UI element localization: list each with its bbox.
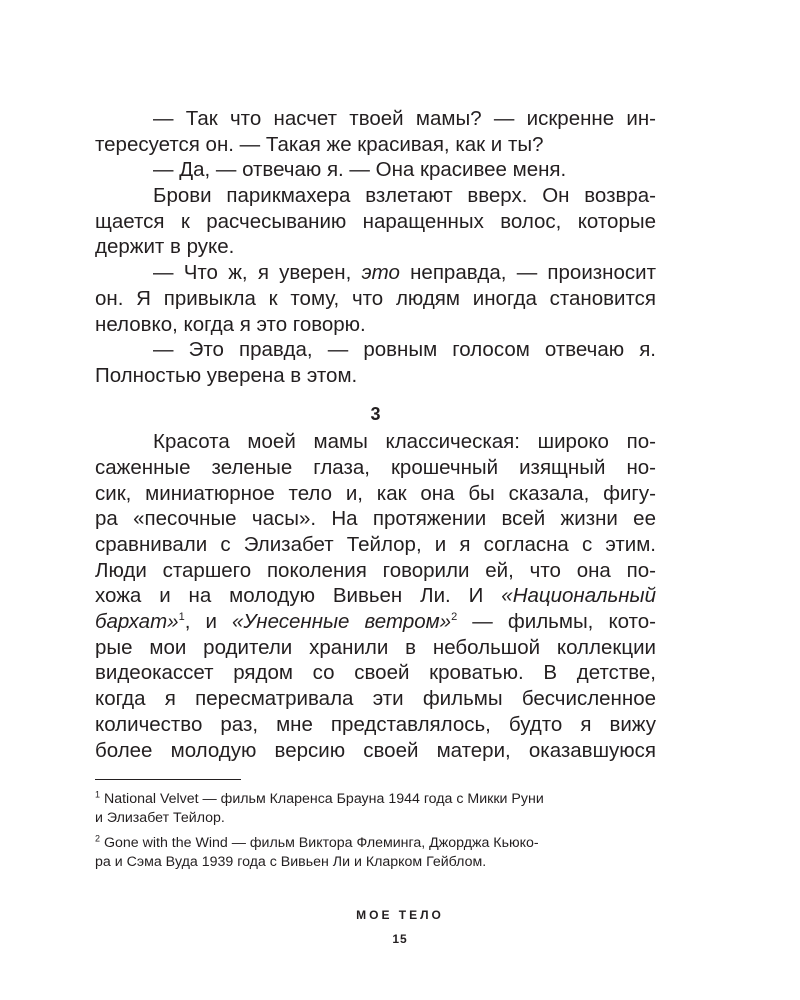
text-line: саженные зеленые глаза, крошечный изящный но- xyxy=(95,455,656,479)
footnote-marker: 2 xyxy=(95,833,101,844)
text-line: сик, миниатюрное тело и, как она бы сказала, фигу- xyxy=(95,481,656,505)
footnote-line xyxy=(95,790,656,809)
text-line: рые мои родители хранили в небольшой коллекции xyxy=(95,635,656,659)
film-title: «Национальный xyxy=(501,584,656,608)
text-line: Красота моей мамы классическая: широко по- xyxy=(153,430,656,454)
text-line: когда я пересматривала эти фильмы бесчисленное xyxy=(95,687,656,711)
text-line: ра «песочные часы». На протяжении всей жизни ее xyxy=(95,507,656,531)
footnote-marker: 1 xyxy=(95,789,101,800)
text-line xyxy=(95,609,656,635)
page-body xyxy=(95,106,656,763)
text-line: — Да, — отвечаю я. — Она красивее меня. xyxy=(153,158,567,182)
footnote-ref[interactable]: 1 xyxy=(178,611,185,624)
text-line: видеокассет рядом со своей кроватью. В детстве, xyxy=(95,661,656,685)
film-title: бархат» xyxy=(95,610,179,634)
text-line: количество раз, мне представлялось, будто я вижу xyxy=(95,712,656,736)
text-line: он. Я привыкла к тому, что людям иногда становится xyxy=(95,286,656,310)
film-title: «Унесенные ветром» xyxy=(232,610,452,634)
footnote-line xyxy=(95,834,656,853)
text-line: сравнивали с Элизабет Тейлор, и я согласна с этим. xyxy=(95,533,656,556)
footnote-line: и Элизабет Тейлор. xyxy=(95,810,225,826)
text-run: — Что ж, я уверен, xyxy=(153,261,362,285)
text-line: — Так что насчет твоей мамы? — искренне ин- xyxy=(153,107,656,130)
footnotes xyxy=(95,790,656,872)
text-line: неловко, когда я это говорю. xyxy=(95,312,366,336)
text-run: , и xyxy=(184,610,233,634)
text-run: — фильмы, кото- xyxy=(457,610,656,634)
footnote-text: Gone with the Wind — фильм Виктора Флеминга, Джорджа Кьюко- xyxy=(103,835,539,851)
text-run: неправда, — произносит xyxy=(399,261,656,285)
chapter-number: 3 xyxy=(370,403,381,424)
footnote-divider xyxy=(95,779,241,780)
text-line: щается к расчесыванию наращенных волос, которые xyxy=(95,209,656,233)
text-line: Люди старшего поколения говорили ей, что она по- xyxy=(95,558,656,582)
text-line: держит в руке. xyxy=(95,235,235,259)
text-line xyxy=(95,260,656,286)
text-run: хожа и на молодую Вивьен Ли. И xyxy=(95,584,484,608)
footnote-ref[interactable]: 2 xyxy=(451,611,458,624)
text-line: — Это правда, — ровным голосом отвечаю я. xyxy=(153,338,656,362)
text-line: тересуется он. — Такая же красивая, как и ты? xyxy=(95,132,544,156)
text-line: более молодую версию своей матери, оказавшуюся xyxy=(95,738,656,762)
running-title: МОЕ ТЕЛО xyxy=(356,908,444,922)
text-line: Брови парикмахера взлетают вверх. Он возвра- xyxy=(153,184,656,208)
footnote-text: National Velvet — фильм Кларенса Брауна 1944 года с Микки Руни xyxy=(103,791,544,807)
text-line: Полностью уверена в этом. xyxy=(95,363,358,387)
emphasis-text: это xyxy=(361,261,400,285)
text-line xyxy=(95,583,656,609)
page-number: 15 xyxy=(392,932,408,946)
footnote-line: ра и Сэма Вуда 1939 года с Вивьен Ли и Кларком Гейблом. xyxy=(95,854,487,870)
